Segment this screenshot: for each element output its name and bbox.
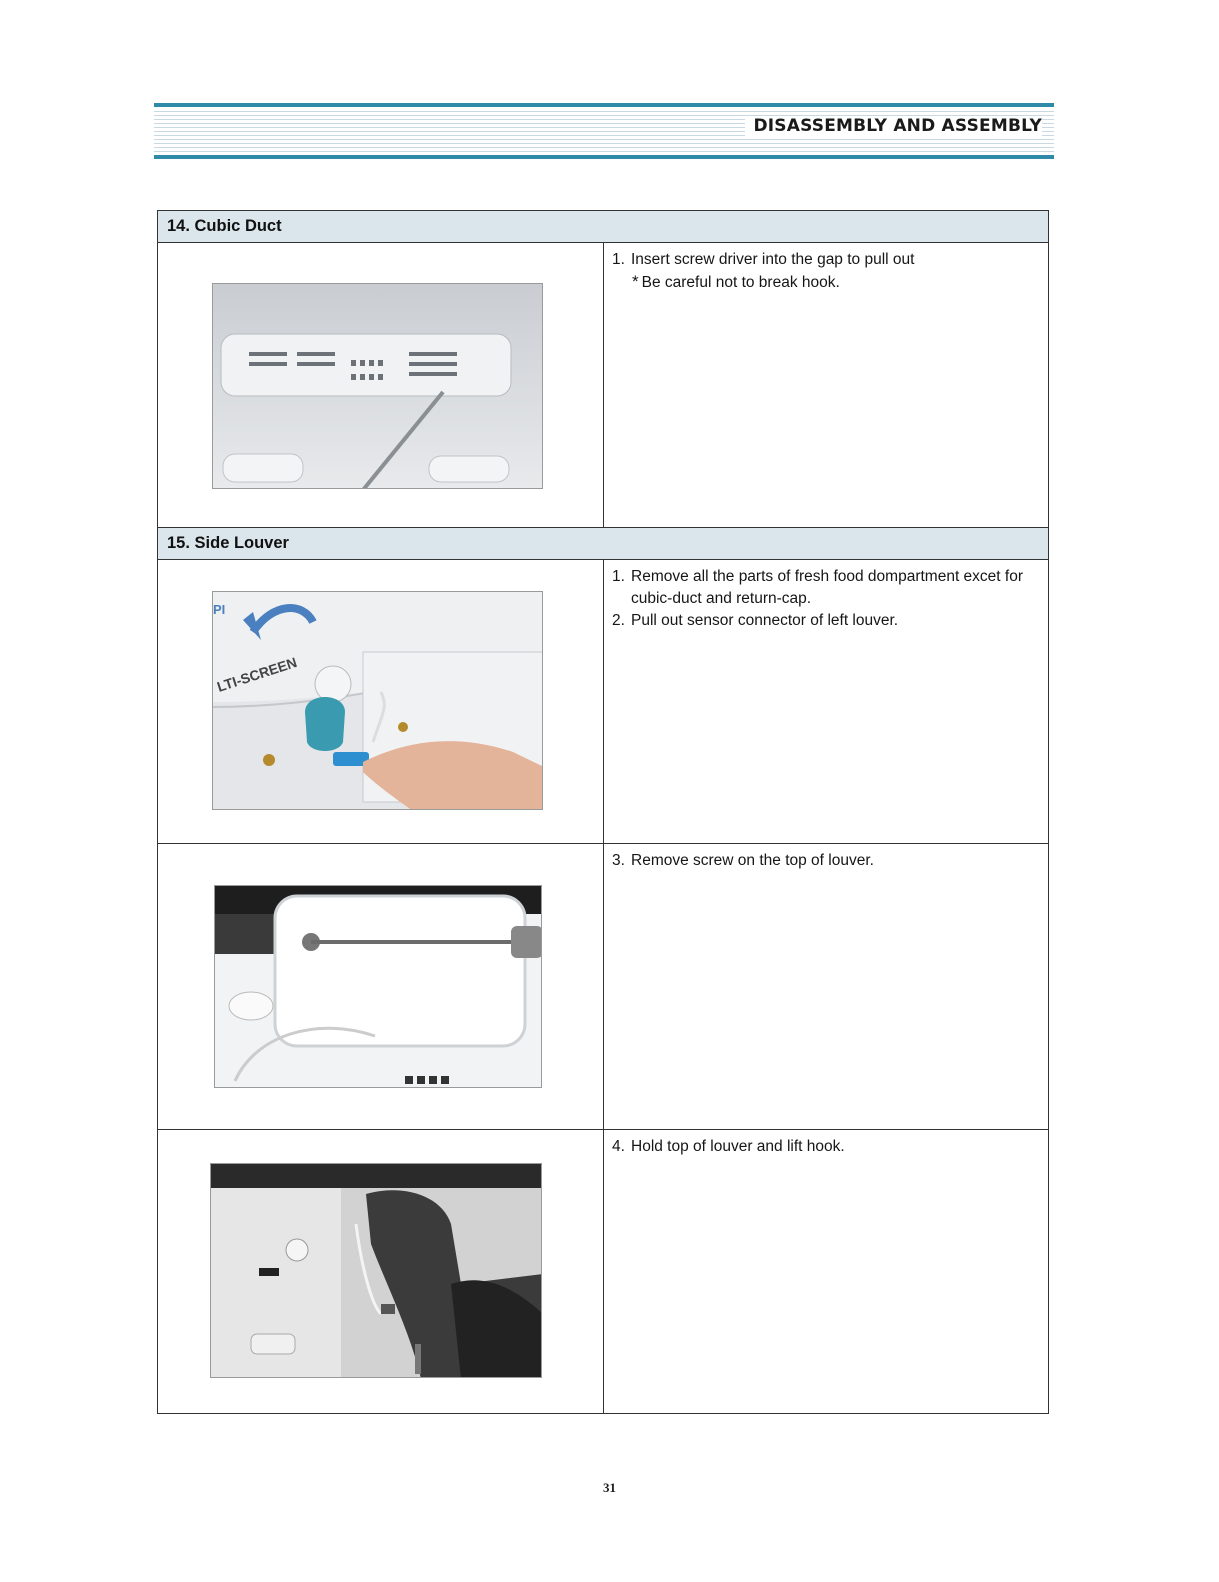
image-cell (158, 1130, 604, 1413)
louver-label-text: LTI-SCREEN (214, 653, 299, 695)
table-row (158, 844, 1048, 1130)
instruction-step (612, 850, 1036, 872)
note-text: Be careful not to break hook. (641, 274, 840, 291)
section-title-side-louver: 15. Side Louver (158, 528, 1048, 560)
page-number: 31 (603, 1480, 616, 1495)
logo-text: PI (213, 602, 226, 617)
step-text: Remove all the parts of fresh food dompartment excet for cubic-duct and return-cap. (631, 568, 1023, 607)
image-cell (158, 844, 604, 1129)
step-number: 1. (612, 251, 625, 268)
step-number: 2. (612, 612, 625, 629)
page-header (154, 103, 1054, 161)
table-row (158, 560, 1048, 844)
step-text: Insert screw driver into the gap to pull out (631, 251, 915, 268)
asterisk-icon: * (632, 272, 639, 291)
sensor-connector-photo (212, 591, 543, 810)
header-rule-top (154, 103, 1054, 107)
instruction-step (612, 610, 1036, 632)
header-title: DISASSEMBLY AND ASSEMBLY (745, 116, 1042, 136)
section-title-cubic-duct: 14. Cubic Duct (158, 211, 1048, 243)
instruction-step (612, 566, 1036, 610)
header-rule-bottom (154, 155, 1054, 159)
image-cell (158, 243, 604, 527)
instruction-table (157, 210, 1049, 1414)
instruction-text (604, 243, 1048, 527)
step-number: 3. (612, 852, 625, 869)
caution-note (612, 271, 1036, 294)
louver-screw-photo (214, 885, 542, 1088)
cubic-duct-photo (212, 283, 543, 489)
step-number: 4. (612, 1138, 625, 1155)
step-text: Hold top of louver and lift hook. (631, 1138, 845, 1155)
louver-hook-photo (210, 1163, 542, 1378)
instruction-text (604, 560, 1048, 843)
instruction-step (612, 1136, 1036, 1158)
table-row (158, 243, 1048, 528)
step-text: Pull out sensor connector of left louver. (631, 612, 899, 629)
instruction-text (604, 844, 1048, 1129)
image-cell (158, 560, 604, 843)
step-text: Remove screw on the top of louver. (631, 852, 874, 869)
step-number: 1. (612, 568, 625, 585)
instruction-step (612, 249, 1036, 271)
instruction-text (604, 1130, 1048, 1413)
table-row (158, 1130, 1048, 1413)
